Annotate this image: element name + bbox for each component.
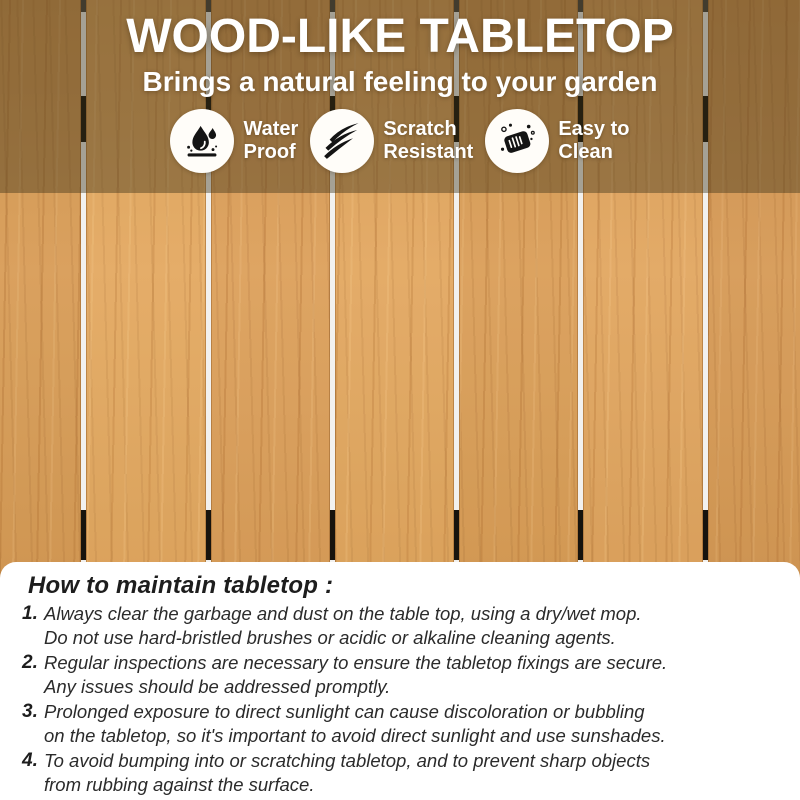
- feature-label: Scratch Resistant: [383, 117, 474, 163]
- feature-badges: [0, 109, 800, 173]
- feature-scratch-resistant: [310, 109, 473, 173]
- page-subtitle: Brings a natural feeling to your garden: [142, 66, 658, 97]
- maintenance-heading: How to maintain tabletop :: [28, 572, 334, 599]
- feature-label: Easy to Clean: [558, 117, 630, 163]
- item-text: Always clear the garbage and dust on the table top, using a dry/wet mop. Do not use hard-bristled brushes or acidic or alkaline cleaning agents.: [44, 603, 642, 648]
- maintenance-item: [22, 651, 786, 699]
- plank-gap-shadow: [330, 510, 335, 560]
- scratch-resistant-icon: [310, 109, 374, 173]
- maintenance-item: [22, 602, 786, 650]
- maintenance-item: [22, 700, 786, 748]
- feature-easy-clean: [485, 109, 629, 173]
- item-text: To avoid bumping into or scratching tabletop, and to prevent sharp objects from rubbing against the surface.: [44, 750, 651, 795]
- plank-gap-shadow: [206, 510, 211, 560]
- header: [0, 0, 800, 173]
- plank-gap-shadow: [454, 510, 459, 560]
- item-number: 3.: [22, 701, 38, 722]
- feature-label: Water Proof: [243, 117, 299, 163]
- item-number: 1.: [22, 603, 38, 624]
- plank-gap-shadow: [81, 510, 86, 560]
- waterproof-icon: [170, 109, 234, 173]
- easy-clean-icon: [485, 109, 549, 173]
- maintenance-panel: [0, 562, 800, 800]
- plank-gap-shadow: [578, 510, 583, 560]
- item-text: Prolonged exposure to direct sunlight can cause discoloration or bubbling on the tabletop, so it's important to avoid direct sunlight and use sunshades.: [44, 701, 666, 746]
- maintenance-item: [22, 749, 786, 797]
- item-number: 2.: [22, 652, 38, 673]
- plank-gap-shadow: [703, 510, 708, 560]
- item-text: Regular inspections are necessary to ensure the tabletop fixings are secure. Any issues should be addressed promptly.: [44, 652, 668, 697]
- item-number: 4.: [22, 750, 38, 771]
- page-title: WOOD-LIKE TABLETOP: [126, 10, 674, 63]
- feature-waterproof: [170, 109, 298, 173]
